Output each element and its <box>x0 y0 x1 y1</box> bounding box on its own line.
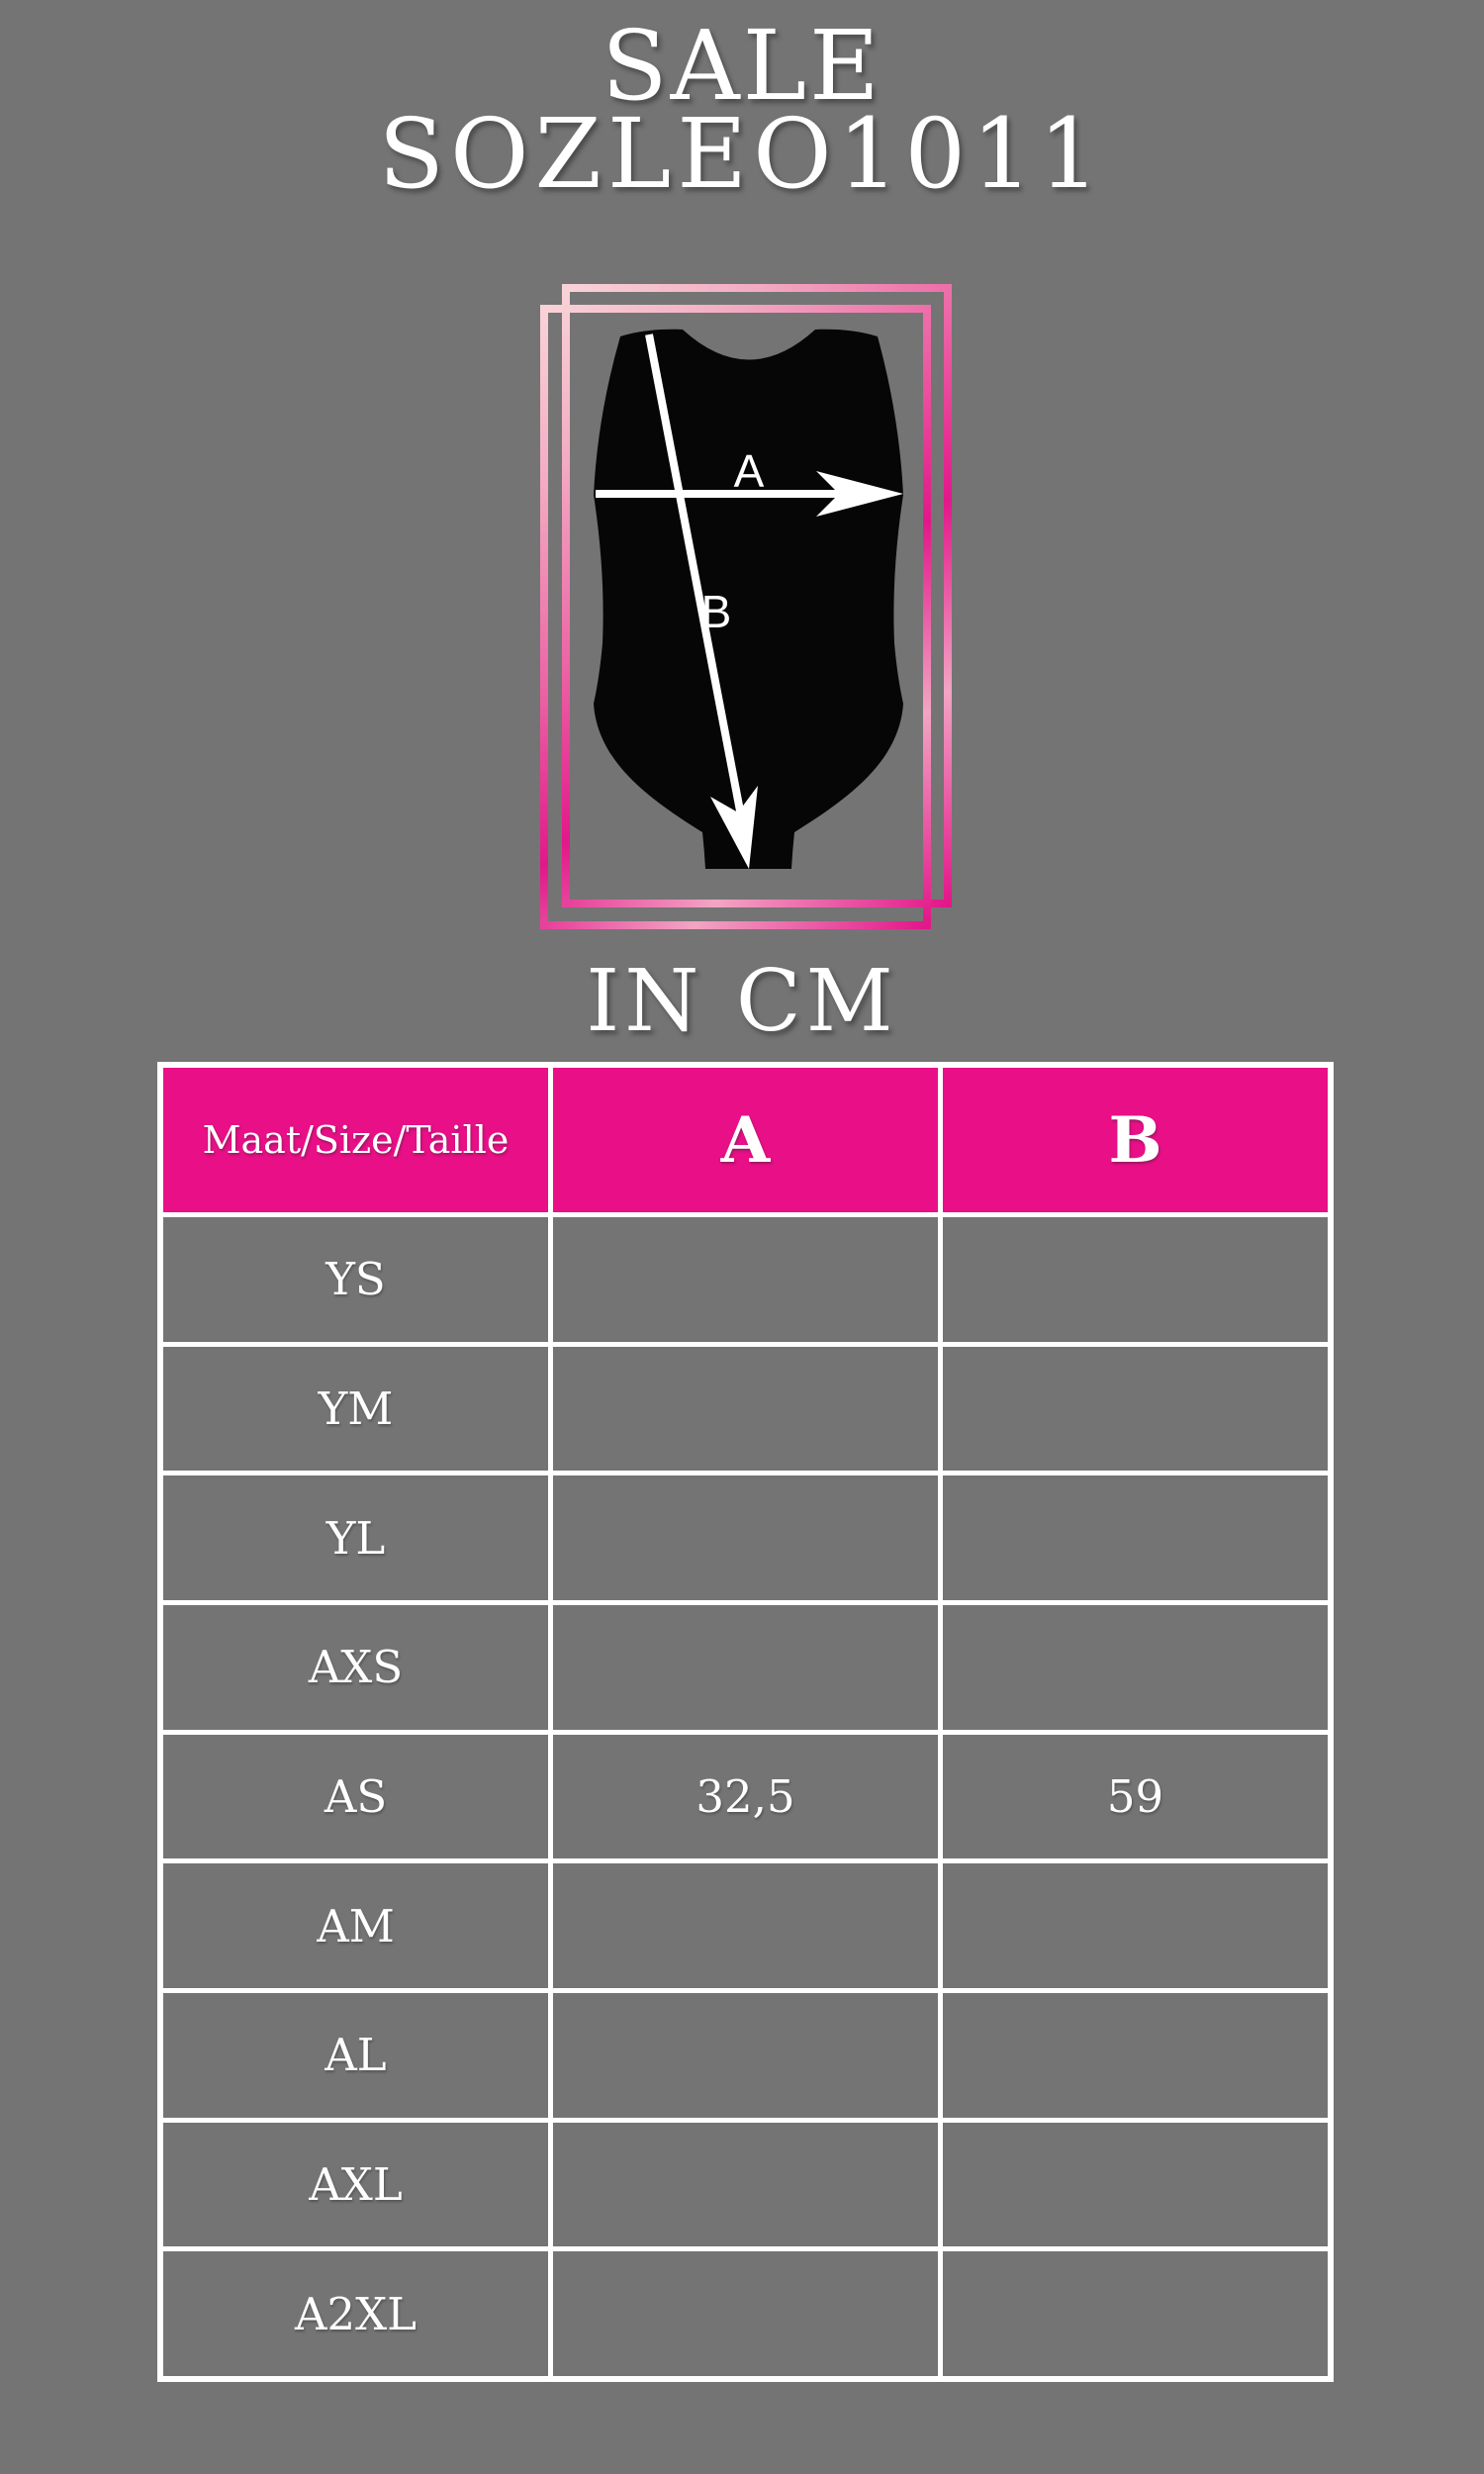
value-cell-b <box>943 1605 1328 1730</box>
column-a-header: A <box>553 1068 938 1212</box>
value-cell-b <box>943 2251 1328 2376</box>
value-cell-a <box>553 1475 938 1600</box>
title-sale: SALE <box>602 10 882 122</box>
size-cell: AXL <box>163 2123 548 2247</box>
page-title <box>0 10 1484 210</box>
value-cell-b <box>943 1347 1328 1472</box>
size-cell: YS <box>163 1217 548 1342</box>
size-cell: A2XL <box>163 2251 548 2376</box>
value-cell-b <box>943 1863 1328 1988</box>
value-cell-b <box>943 1993 1328 2118</box>
value-cell-a <box>553 2251 938 2376</box>
value-cell-b: 59 <box>943 1735 1328 1859</box>
size-cell: AM <box>163 1863 548 1988</box>
size-cell: AXS <box>163 1605 548 1730</box>
size-table <box>157 1062 1334 2382</box>
size-column-header: Maat/Size/Taille <box>163 1068 548 1212</box>
arrow-a-shaft <box>596 490 845 498</box>
value-cell-a <box>553 1863 938 1988</box>
leotard-measurement-diagram <box>594 327 903 877</box>
value-cell-a <box>553 2123 938 2247</box>
size-cell: AL <box>163 1993 548 2118</box>
size-cell: YL <box>163 1475 548 1600</box>
size-cell: YM <box>163 1347 548 1472</box>
value-cell-b <box>943 1217 1328 1342</box>
value-cell-a: 32,5 <box>553 1735 938 1859</box>
column-b-header: B <box>943 1068 1328 1212</box>
value-cell-a <box>553 1605 938 1730</box>
title-product-code: SOZLEO1011 <box>378 98 1106 210</box>
value-cell-b <box>943 1475 1328 1600</box>
value-cell-a <box>553 1347 938 1472</box>
value-cell-a <box>553 1217 938 1342</box>
size-cell: AS <box>163 1735 548 1859</box>
leotard-silhouette <box>594 330 903 869</box>
value-cell-a <box>553 1993 938 2118</box>
units-heading: IN CM <box>586 952 898 1051</box>
arrow-b-label: B <box>700 586 732 637</box>
value-cell-b <box>943 2123 1328 2247</box>
arrow-a-label: A <box>733 445 765 497</box>
